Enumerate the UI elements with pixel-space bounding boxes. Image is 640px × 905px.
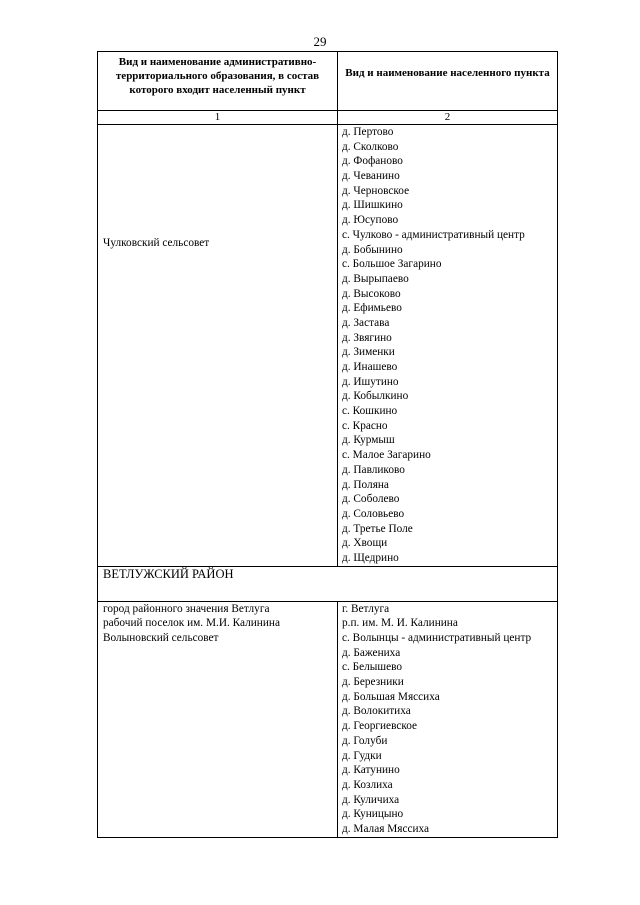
list-item: д. Голуби — [342, 734, 388, 747]
list-item: д. Большая Мяссиха — [342, 690, 440, 703]
list-item: д. Юсупово — [342, 214, 399, 227]
list-item: город районного значения Ветлуга — [103, 602, 270, 615]
list-item: д. Черновское — [342, 184, 410, 197]
list-item: с. Красно — [342, 419, 388, 432]
list-item: с. Белышево — [342, 661, 403, 674]
admin-unit-cell — [98, 125, 338, 567]
list-item: д. Высоково — [342, 287, 401, 300]
list-item: д. Волокитиха — [342, 705, 411, 718]
list-item: д. Ефимьево — [342, 302, 402, 315]
list-item: д. Чеванино — [342, 170, 400, 183]
column-number-row — [98, 111, 558, 125]
list-item: д. Курмыш — [342, 434, 395, 447]
list-item: д. Соболево — [342, 493, 400, 506]
list-item: д. Кобылкино — [342, 390, 409, 403]
list-item: с. Чулково - административный центр — [342, 228, 525, 241]
list-item: д. Зименки — [342, 346, 395, 359]
list-item: д. Шишкино — [342, 199, 403, 212]
list-item: рабочий поселок им. М.И. Калинина — [103, 617, 280, 630]
list-item: д. Поляна — [342, 478, 389, 491]
list-item: р.п. им. М. И. Калинина — [342, 617, 458, 630]
column-number-2: 2 — [338, 111, 558, 125]
list-item: д. Звягино — [342, 331, 392, 344]
district-row — [98, 566, 558, 601]
list-item: д. Щедрино — [342, 551, 399, 564]
list-item: д. Куницыно — [342, 808, 404, 821]
list-item: с. Волынцы - административный центр — [342, 632, 532, 644]
column-number-1: 1 — [98, 111, 338, 125]
list-item: Волыновский сельсовет — [103, 632, 219, 644]
list-item: д. Павликово — [342, 463, 405, 476]
page-number: 29 — [313, 34, 327, 49]
list-item: г. Ветлуга — [342, 602, 390, 615]
list-item: д. Хвощи — [342, 537, 388, 550]
list-item: д. Третье Поле — [342, 522, 413, 535]
settlement-list — [338, 601, 558, 837]
settlement-list — [338, 125, 558, 567]
list-item: д. Сколково — [342, 140, 399, 153]
list-item: д. Ишутино — [342, 375, 399, 388]
list-item: д. Соловьево — [342, 507, 405, 520]
list-item: д. Инашево — [342, 361, 398, 373]
list-item: д. Фофаново — [342, 155, 403, 168]
admin-unit-name: Чулковский сельсовет — [103, 237, 210, 250]
district-title: ВЕТЛУЖСКИЙ РАЙОН — [98, 566, 558, 601]
list-item: с. Большое Загарино — [342, 258, 442, 271]
list-item: д. Бобынино — [342, 243, 403, 256]
list-item: д. Вырыпаево — [342, 272, 409, 285]
list-item: д. Баженихa — [342, 646, 401, 659]
table-row — [98, 125, 558, 567]
list-item: с. Кошкино — [342, 405, 398, 418]
list-item: д. Катунино — [342, 764, 400, 777]
list-item: д. Застава — [342, 316, 390, 329]
table-header-row — [98, 52, 558, 111]
settlements-table — [97, 51, 558, 838]
admin-unit-list — [98, 601, 338, 837]
header-settlement: Вид и наименование населенного пункта — [338, 52, 558, 111]
table-row — [98, 601, 558, 837]
list-item: д. Гудки — [342, 749, 382, 762]
list-item: д. Малая Мяссиха — [342, 822, 430, 835]
list-item: д. Козлиха — [342, 778, 393, 791]
list-item: д. Пертово — [342, 126, 394, 138]
list-item: с. Малое Загарино — [342, 449, 431, 462]
header-admin-unit: Вид и наименование административно-территориального образования, в состав которого входит населенный пункт — [98, 52, 338, 111]
list-item: д. Куличиха — [342, 793, 400, 806]
list-item: д. Георгиевское — [342, 720, 418, 733]
list-item: д. Березники — [342, 676, 404, 689]
